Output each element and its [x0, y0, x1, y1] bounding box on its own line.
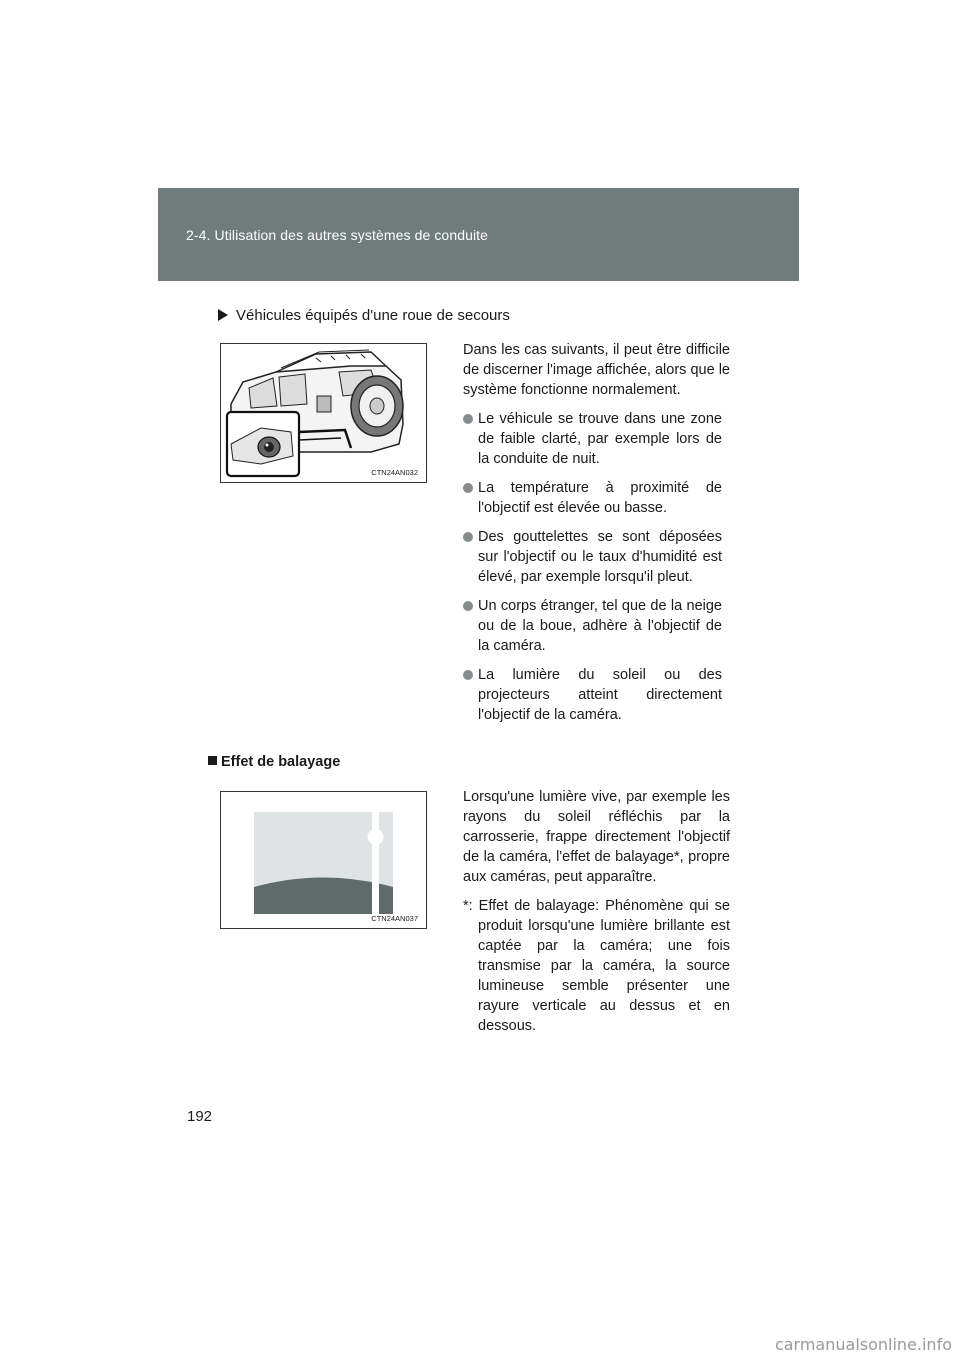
figure-vehicle-rear-camera: [220, 343, 427, 483]
list-item: Le véhicule se trouve dans une zone de faible clarté, par exemple lors de la conduite de nuit.: [463, 409, 730, 469]
triangle-marker-icon: [218, 309, 228, 321]
smear-effect-screen-illustration: [221, 792, 426, 928]
header-band: [158, 188, 799, 281]
square-marker-icon: [208, 756, 217, 765]
section-heading: [208, 754, 340, 770]
section-title: Effet de balayage: [221, 754, 341, 770]
vehicle-rear-camera-illustration: [221, 344, 426, 482]
figure-code: CTN24AN032: [371, 468, 418, 477]
bullet-dot-icon: [463, 601, 473, 611]
intro-paragraph: Lorsqu'une lumière vive, par exemple les rayons du soleil réfléchis par la carrosserie, frappe directement l'objectif de la caméra, l'effet de balayage*, propre aux caméras, peut apparaître.: [463, 789, 730, 885]
list-item: La température à proximité de l'objectif est élevée ou basse.: [463, 478, 730, 518]
watermark: carmanualsonline.info: [774, 1335, 952, 1354]
intro-paragraph: Dans les cas suivants, il peut être difficile de discerner l'image affichée, alors que le système fonctionne normalement.: [463, 342, 730, 398]
bullet-dot-icon: [463, 670, 473, 680]
subsection-heading: [218, 307, 510, 324]
page-number: 192: [187, 1108, 213, 1125]
bullet-dot-icon: [463, 532, 473, 542]
list-item: Des gouttelettes se sont déposées sur l'objectif ou le taux d'humidité est élevé, par exemple lorsqu'il pleut.: [463, 527, 730, 587]
figure-code: CTN24AN037: [371, 914, 418, 923]
bullet-dot-icon: [463, 414, 473, 424]
figure-smear-effect: [220, 791, 427, 929]
subsection-label: Véhicules équipés d'une roue de secours: [236, 307, 510, 324]
list-item: La lumière du soleil ou des projecteurs atteint directement l'objectif de la caméra.: [463, 665, 730, 725]
footnote: *: Effet de balayage: Phénomène qui se produit lorsqu'une lumière brillante est captée par la caméra; une fois transmise par la caméra, la source lumineuse semble présenter une rayure verticale au dessus et en dessous.: [463, 898, 730, 1034]
list-item: Un corps étranger, tel que de la neige ou de la boue, adhère à l'objectif de la caméra.: [463, 596, 730, 656]
smear-text-block: [463, 787, 730, 1036]
bullet-dot-icon: [463, 483, 473, 493]
section-header-title: 2-4. Utilisation des autres systèmes de conduite: [186, 227, 489, 243]
conditions-text-block: [463, 340, 730, 725]
